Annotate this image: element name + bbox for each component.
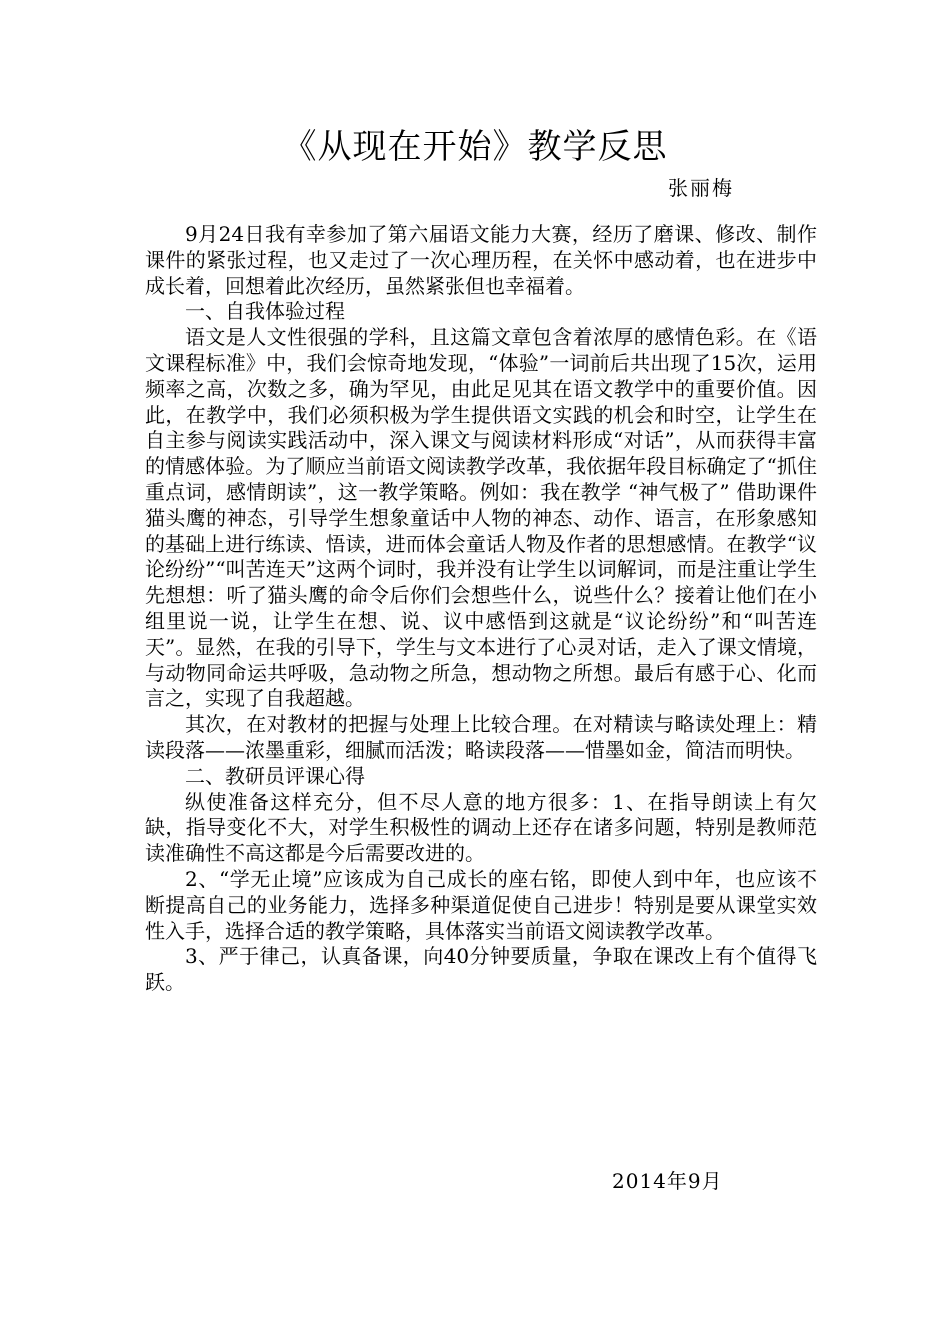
review-point-2-paragraph: 2、“学无止境”应该成为自己成长的座右铭，即使人到中年，也应该不断提高自己的业务能力，选择多种渠道促使自己进步！特别是要从课堂实效性入手，选择合适的教学策略，具体落实当前语文阅读教学改革。: [145, 866, 817, 943]
author-name: 张丽梅: [668, 176, 734, 200]
document-body: [145, 222, 817, 996]
document-date: 2014年9月: [612, 1169, 723, 1193]
document-title: 《从现在开始》教学反思: [282, 127, 668, 167]
review-point-3-paragraph: 3、严于律己，认真备课，向40分钟要质量，争取在课改上有个值得飞跃。: [145, 944, 817, 995]
section-heading-review: 二、教研员评课心得: [185, 763, 365, 788]
material-handling-paragraph: 其次，在对教材的把握与处理上比较合理。在对精读与略读处理上：精读段落——浓墨重彩，细腻而活泼；略读段落——惜墨如金，简洁而明快。: [145, 712, 817, 762]
section-heading-self-experience: 一、自我体验过程: [185, 299, 345, 324]
intro-paragraph: 9月24日我有幸参加了第六届语文能力大赛，经历了磨课、修改、制作课件的紧张过程，也又走过了一次心理历程，在关怀中感动着，也在进步中成长着，回想着此次经历，虽然紧张但也幸福着。: [145, 222, 817, 298]
self-experience-paragraph: 语文是人文性很强的学科，且这篇文章包含着浓厚的感情色彩。在《语文课程标准》中，我们会惊奇地发现，“体验”一词前后共出现了15次，运用频率之高，次数之多，确为罕见，由此足见其在语文教学中的重要价值。因此，在教学中，我们必须积极为学生提供语文实践的机会和时空，让学生在自主参与阅读实践活动中，深入课文与阅读材料形成“对话”，从而获得丰富的情感体验。为了顺应当前语文阅读教学改革，我依据年段目标确定了“抓住重点词，感情朗读”，这一教学策略。例如：我在教学 “神气极了” 借助课件猫头鹰的神态，引导学生想象童话中人物的神态、动作、语言，在形象感知的基础上进行练读、悟读，进而体会童话人物及作者的思想感情。在教学“议论纷纷”“叫苦连天”这两个词时，我并没有让学生以词解词，而是注重让学生先想想：听了猫头鹰的命令后你们会想些什么，说些什么？接着让他们在小组里说一说，让学生在想、说、议中感悟到这就是“议论纷纷”和“叫苦连天”。显然，在我的引导下，学生与文本进行了心灵对话，走入了课文情境，与动物同命运共呼吸，急动物之所急，想动物之所想。最后有感于心、化而言之，实现了自我超越。: [145, 325, 817, 711]
review-point-1-paragraph: 纵使准备这样充分，但不尽人意的地方很多：1、在指导朗读上有欠缺，指导变化不大，对学生积极性的调动上还存在诸多问题，特别是教师范读准确性不高这都是今后需要改进的。: [145, 789, 817, 866]
